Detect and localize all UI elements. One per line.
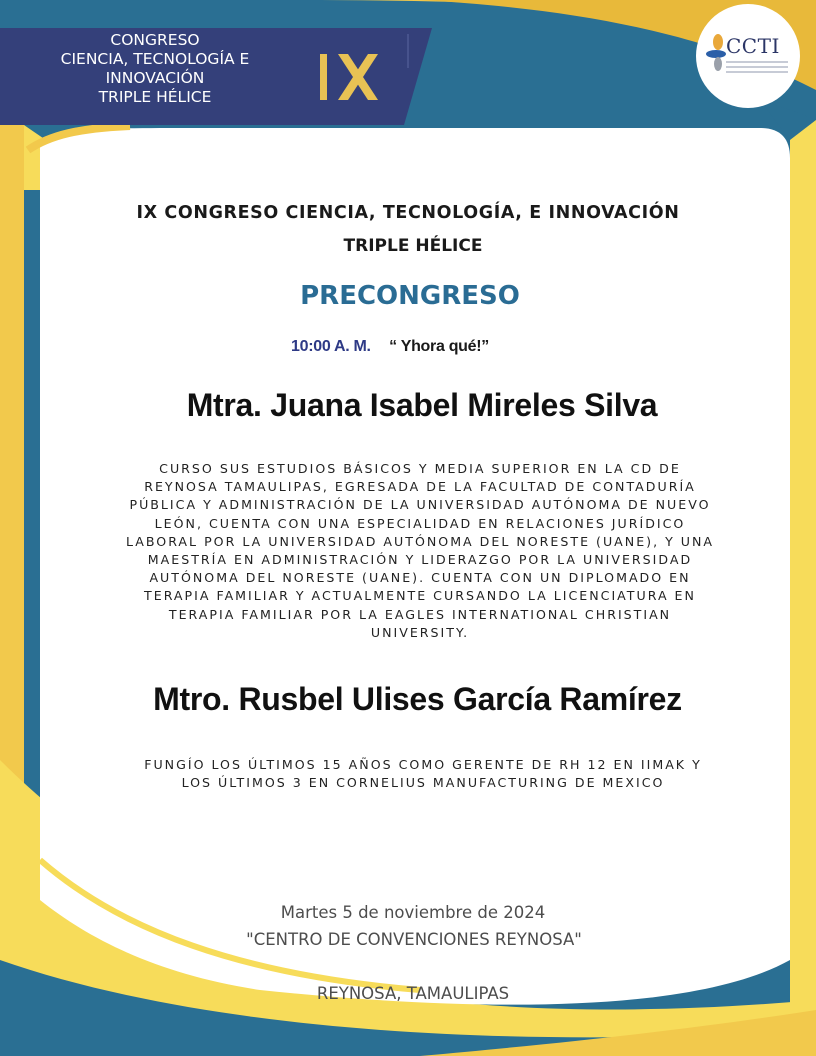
speaker-name: Mtro. Rusbel Ulises García Ramírez [153, 681, 682, 717]
session-time: 10:00 A. M. [291, 338, 371, 355]
event-subtitle: TRIPLE HÉLICE [343, 236, 483, 256]
speaker-bio: FUNGÍO LOS ÚLTIMOS 15 AÑOS COMO GERENTE DE RH 12 EN IIMAK Y LOS ÚLTIMOS 3 EN CORNELIUS MANUFACTURING DE MEXICO [144, 757, 702, 791]
session-line [291, 338, 489, 356]
speaker-name: Mtra. Juana Isabel Mireles Silva [186, 387, 658, 423]
event-date: Martes 5 de noviembre de 2024 [280, 903, 546, 922]
session-topic: “ Yhora qué!” [389, 338, 489, 355]
ccti-logo-text: CCTI [726, 34, 780, 58]
speaker-bio: CURSO SUS ESTUDIOS BÁSICOS Y MEDIA SUPERIOR EN LA CD DE REYNOSA TAMAULIPAS, EGRESADA DE LA FACULTAD DE CONTADURÍA PÚBLICA Y ADMINISTRACIÓN DE LA UNIVERSIDAD AUTÓNOMA DE NUEVO LEÓN, CUENTA CON UNA ESPECIALIDAD EN RELACIONES JURÍDICO LABORAL POR LA UNIVERSIDAD AUTÓNOMA DEL NORESTE (UANE), Y UNA MAESTRÍA EN ADMINISTRACIÓN Y LIDERAZGO POR LA UNIVERSIDAD AUTÓNOMA DEL NORESTE (UANE). CUENTA CON UN DIPLOMADO EN TERAPIA FAMILIAR Y ACTUALMENTE CURSANDO LA LICENCIATURA EN TERAPIA FAMILIAR POR LA EAGLES INTERNATIONAL CHRISTIAN UNIVERSITY. [125, 461, 715, 640]
header-line-1: CONGRESO [110, 31, 200, 49]
header-line-4: TRIPLE HÉLICE [98, 88, 212, 106]
section-heading: PRECONGRESO [300, 281, 520, 311]
event-title: IX CONGRESO CIENCIA, TECNOLOGÍA, E INNOVACIÓN [136, 203, 680, 223]
roman-numeral-text: IX [356, 104, 357, 105]
header-line-2: CIENCIA, TECNOLOGÍA E [60, 50, 250, 68]
header-line-3: INNOVACIÓN [105, 69, 205, 87]
event-venue: "CENTRO DE CONVENCIONES REYNOSA" [246, 930, 582, 949]
event-city: REYNOSA, TAMAULIPAS [316, 984, 510, 1003]
